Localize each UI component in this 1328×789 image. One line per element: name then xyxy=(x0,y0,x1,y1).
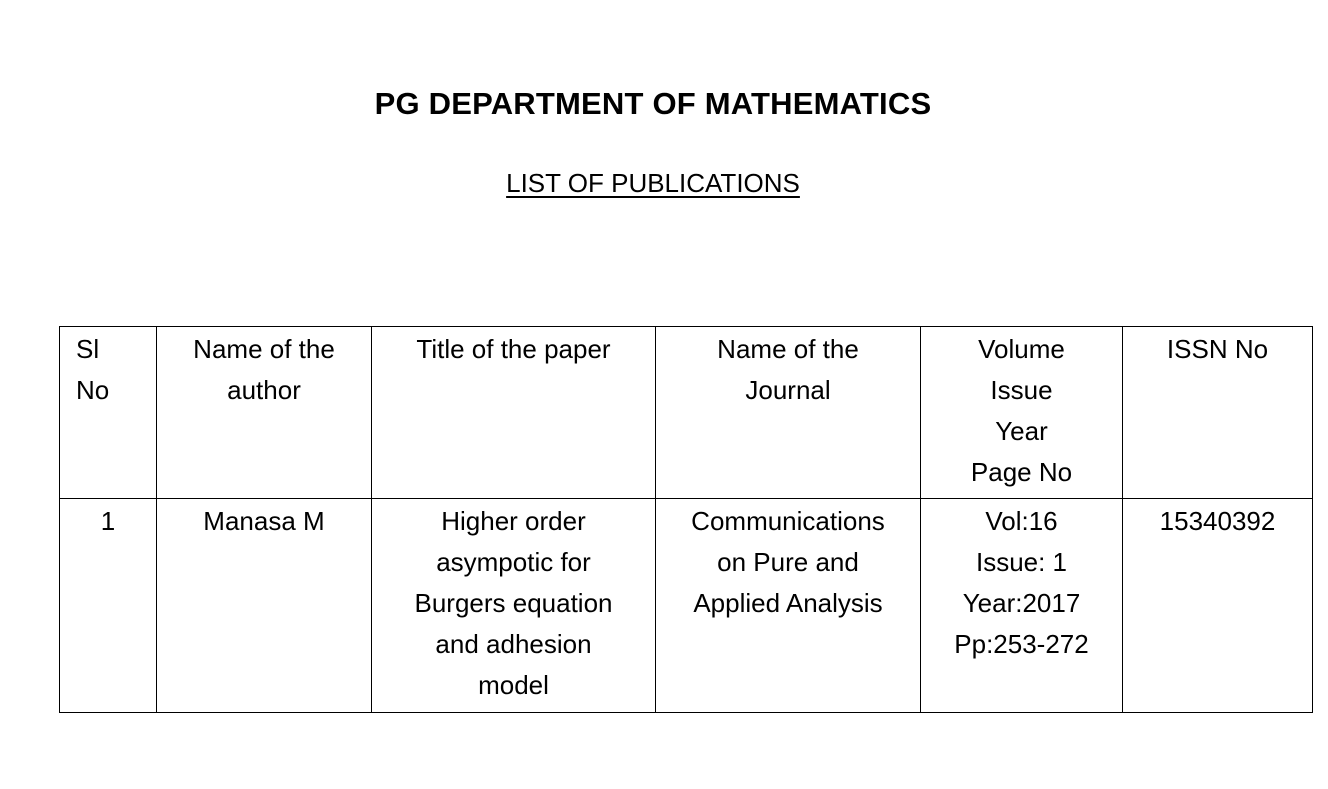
column-header-title xyxy=(372,327,656,499)
cell-text: Vol:16 xyxy=(985,506,1058,536)
column-header-sl-no xyxy=(60,327,157,499)
cell-text: on Pure and xyxy=(717,547,859,577)
cell-sl-no xyxy=(60,499,157,713)
column-header-volume xyxy=(921,327,1123,499)
cell-title xyxy=(372,499,656,713)
cell-text: Burgers equation xyxy=(414,588,613,618)
cell-author xyxy=(157,499,372,713)
column-header-line: No xyxy=(76,375,110,405)
cell-text: Pp:253-272 xyxy=(954,629,1089,659)
column-header-line: Volume xyxy=(978,334,1065,364)
column-header-line: Name of the xyxy=(717,334,859,364)
list-title-text: LIST OF PUBLICATIONS xyxy=(506,168,800,198)
list-title xyxy=(0,168,1306,199)
cell-text: Manasa M xyxy=(203,506,325,536)
cell-text: Year:2017 xyxy=(962,588,1081,618)
cell-text: and adhesion xyxy=(435,629,592,659)
cell-text: 1 xyxy=(100,506,116,536)
column-header-line: ISSN No xyxy=(1166,334,1269,364)
cell-issn xyxy=(1123,499,1313,713)
column-header-line: author xyxy=(227,375,301,405)
table-row xyxy=(60,499,1313,713)
column-header-line: Name of the xyxy=(193,334,335,364)
column-header-line: Sl xyxy=(76,334,100,364)
cell-text: Higher order xyxy=(441,506,586,536)
cell-text: model xyxy=(478,670,549,700)
column-header-line: Title of the paper xyxy=(416,334,611,364)
column-header-journal xyxy=(656,327,921,499)
cell-text: asympotic for xyxy=(436,547,591,577)
column-header-line: Issue xyxy=(990,375,1053,405)
column-header-author xyxy=(157,327,372,499)
column-header-line: Year xyxy=(995,416,1048,446)
cell-volume xyxy=(921,499,1123,713)
cell-text: Communications xyxy=(691,506,885,536)
column-header-line: Page No xyxy=(970,457,1073,487)
cell-journal xyxy=(656,499,921,713)
cell-text: Issue: 1 xyxy=(975,547,1068,577)
cell-text: Applied Analysis xyxy=(693,588,883,618)
publications-table xyxy=(59,326,1313,713)
column-header-line: Journal xyxy=(745,375,831,405)
table-header-row xyxy=(60,327,1313,499)
column-header-issn xyxy=(1123,327,1313,499)
page-title: PG DEPARTMENT OF MATHEMATICS xyxy=(374,86,932,121)
cell-text: 15340392 xyxy=(1159,506,1276,536)
